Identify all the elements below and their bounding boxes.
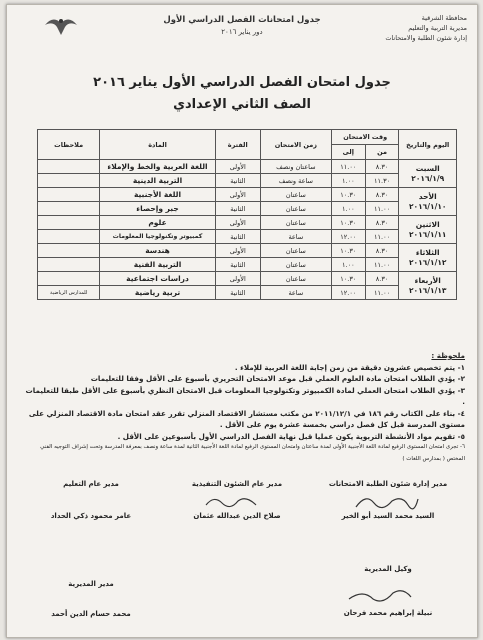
day-date: ٢٠١٦/١/١٢: [408, 257, 447, 267]
exam-schedule-table: [37, 129, 457, 300]
note-item: ٦- تجرى امتحان المستوى الرفيع لمادة اللغة الأجنبية الأولى لمدة ساعتان وامتحان المستوى الرفيع لمادة اللغة الأجنبية الثانية لمدة ساعة ونصف بمعرفة المدرسة وتحت إشراف التوجيه الفني المختص ( بمدارس اللغات ): [40, 444, 465, 462]
signature-title: وكيل المديرية: [364, 565, 412, 573]
col-to: إلى: [331, 145, 365, 160]
day-name: الثلاثاء: [415, 247, 440, 257]
header-center-title: جدول امتحانات الفصل الدراسي الأول: [163, 15, 321, 25]
note-cell: [38, 244, 100, 258]
period-cell: الأولى: [215, 244, 260, 258]
period-cell: الأولى: [215, 160, 260, 174]
note-cell: [38, 216, 100, 230]
duration-cell: ساعتان ونصف: [260, 160, 331, 174]
day-name: الأحد: [418, 191, 437, 201]
to-cell: ١.٠٠: [331, 174, 365, 188]
note-item: ١- يتم تخصيص عشرون دقيقة من زمن إجابة اللغة العربية للإملاء .: [234, 362, 465, 372]
note-item: ٣- يؤدي الطلاب امتحان العملي لمادة الكمبيوتر وتكنولوجيا المعلومات قبل الامتحان النظري بأسبوع على الأقل طبقا للتعليمات .: [25, 385, 465, 406]
note-cell: للمدارس الرياضية: [38, 286, 100, 300]
duration-cell: ساعة: [260, 230, 331, 244]
signature-name: صلاح الدين عبدالله عثمان: [193, 512, 281, 520]
page-title: جدول امتحان الفصل الدراسي الأول يناير ٢٠١٦: [93, 75, 391, 90]
table-row: [38, 244, 457, 258]
duration-cell: ساعتان: [260, 216, 331, 230]
table-row: [38, 258, 457, 272]
subject-cell: دراسات اجتماعية: [100, 272, 215, 286]
note-cell: [38, 160, 100, 174]
duration-cell: ساعتان: [260, 272, 331, 286]
signature-title: مدير عام التعليم: [63, 480, 119, 488]
note-cell: [38, 230, 100, 244]
from-cell: ٨.٣٠: [365, 188, 399, 202]
day-cell: [399, 272, 457, 300]
from-cell: ١١.٠٠: [365, 202, 399, 216]
col-from: من: [365, 145, 399, 160]
day-date: ٢٠١٦/١/١٣: [408, 285, 447, 295]
table-row: [38, 216, 457, 230]
period-cell: الثانية: [215, 174, 260, 188]
subject-cell: علوم: [100, 216, 215, 230]
from-cell: ٨.٣٠: [365, 244, 399, 258]
period-cell: الثانية: [215, 230, 260, 244]
document-page: [6, 4, 478, 638]
day-cell: [399, 188, 457, 216]
duration-cell: ساعتان: [260, 244, 331, 258]
signature-title: مدير المديرية: [68, 580, 114, 588]
header: [7, 5, 477, 75]
duration-cell: ساعة: [260, 286, 331, 300]
table-row: [38, 188, 457, 202]
header-center: [157, 15, 327, 36]
day-name: الاثنين: [415, 219, 440, 229]
subject-cell: جبر وإحصاء: [100, 202, 215, 216]
gov-line: محافظة الشرقية: [421, 14, 467, 22]
note-cell: [38, 188, 100, 202]
col-time: وقت الامتحان: [331, 130, 399, 145]
to-cell: ١١.٠٠: [331, 160, 365, 174]
handwritten-signature-icon: [345, 585, 415, 607]
day-date: ٢٠١٦/١/١٠: [408, 201, 447, 211]
eagle-logo-icon: [43, 11, 79, 39]
handwritten-signature-icon: [202, 493, 262, 513]
day-cell: [399, 160, 457, 188]
subject-cell: التربية الفنية: [100, 258, 215, 272]
note-cell: [38, 202, 100, 216]
period-cell: الأولى: [215, 272, 260, 286]
signature-name: نبيلة إبراهيم محمد فرحان: [343, 609, 433, 617]
day-name: السبت: [415, 163, 440, 173]
gov-line: مديرية التربية والتعليم: [408, 24, 467, 32]
to-cell: ١٠.٣٠: [331, 244, 365, 258]
handwritten-signature-icon: [352, 491, 422, 513]
to-cell: ١.٠٠: [331, 202, 365, 216]
period-cell: الأولى: [215, 216, 260, 230]
signature-name: عامر محمود ذكي الحداد: [50, 512, 132, 520]
note-cell: [38, 174, 100, 188]
note-item: ٥- تقويم مواد الأنشطة التربوية يكون عمليا قبل نهاية الفصل الدراسي الأول بأسبوعين على الأقل .: [117, 431, 465, 441]
day-cell: [399, 244, 457, 272]
period-cell: الثانية: [215, 258, 260, 272]
gov-line: إدارة شئون الطلبة والامتحانات: [385, 34, 467, 42]
col-day: اليوم والتاريخ: [399, 130, 457, 160]
subject-cell: كمبيوتر وتكنولوجيا المعلومات: [100, 230, 215, 244]
note-item: ٢- يؤدي الطلاب امتحان مادة العلوم العملي قبل موعد الامتحان التحريري بأسبوع على الأقل وفقا للتعليمات: [90, 374, 465, 383]
from-cell: ٨.٣٠: [365, 160, 399, 174]
period-cell: الثانية: [215, 202, 260, 216]
signature-block: [21, 480, 161, 520]
day-date: ٢٠١٦/١/١١: [408, 229, 447, 239]
gov-header: [347, 13, 467, 43]
signature-name: محمد حسام الدين أحمد: [51, 610, 131, 618]
col-duration: زمن الامتحان: [260, 130, 331, 160]
subject-cell: التربية الدينية: [100, 174, 215, 188]
table-row: [38, 230, 457, 244]
signature-title: مدير عام الشئون التنفيذية: [191, 480, 283, 488]
col-period: الفترة: [215, 130, 260, 160]
subject-cell: تربية رياضية: [100, 286, 215, 300]
subject-cell: هندسة: [100, 244, 215, 258]
to-cell: ١٢.٠٠: [331, 286, 365, 300]
subject-cell: اللغة العربية والخط والإملاء: [100, 160, 215, 174]
from-cell: ١١.٠٠: [365, 286, 399, 300]
day-date: ٢٠١٦/١/٩: [411, 173, 445, 183]
note-item: ٤- بناء على الكتاب رقم ١٨٦ في ٢٠١١/١٢/١ من مكتب مستشار الاقتصاد المنزلي تقرر عقد امتحان مادة الاقتصاد المنزلي على مستوى المدرسة قبل كل فصل دراسي بخمسة عشرة يوم على الأقل .: [28, 408, 465, 429]
table-row: [38, 174, 457, 188]
duration-cell: ساعتان: [260, 188, 331, 202]
from-cell: ٨.٣٠: [365, 272, 399, 286]
to-cell: ١.٠٠: [331, 258, 365, 272]
period-cell: الأولى: [215, 188, 260, 202]
signature-title: مدير إدارة شئون الطلبة الامتحانات: [328, 480, 448, 488]
to-cell: ١٢.٠٠: [331, 230, 365, 244]
to-cell: ١٠.٣٠: [331, 188, 365, 202]
notes-title: ملحوظة :: [431, 351, 465, 360]
page-subtitle: الصف الثاني الإعدادي: [173, 97, 311, 112]
from-cell: ١١.٠٠: [365, 258, 399, 272]
duration-cell: ساعتان: [260, 258, 331, 272]
signature-block: [21, 580, 161, 618]
schedule-body: [38, 160, 457, 300]
note-cell: [38, 272, 100, 286]
duration-cell: ساعتان: [260, 202, 331, 216]
day-cell: [399, 216, 457, 244]
subject-cell: اللغة الأجنبية: [100, 188, 215, 202]
header-center-sub: دور يناير ٢٠١٦: [221, 28, 263, 36]
to-cell: ١٠.٣٠: [331, 272, 365, 286]
to-cell: ١٠.٣٠: [331, 216, 365, 230]
notes-section: [23, 350, 465, 465]
day-name: الأربعاء: [414, 275, 441, 285]
note-cell: [38, 258, 100, 272]
col-notes: ملاحظات: [38, 130, 100, 160]
duration-cell: ساعة ونصف: [260, 174, 331, 188]
table-row: [38, 272, 457, 286]
from-cell: ١١.٣٠: [365, 174, 399, 188]
table-row: [38, 160, 457, 174]
col-subject: المادة: [100, 130, 215, 160]
from-cell: ١١.٠٠: [365, 230, 399, 244]
signature-name: السيد محمد السيد أبو الخير: [341, 512, 435, 520]
table-row: [38, 286, 457, 300]
period-cell: الثانية: [215, 286, 260, 300]
from-cell: ٨.٣٠: [365, 216, 399, 230]
table-row: [38, 202, 457, 216]
